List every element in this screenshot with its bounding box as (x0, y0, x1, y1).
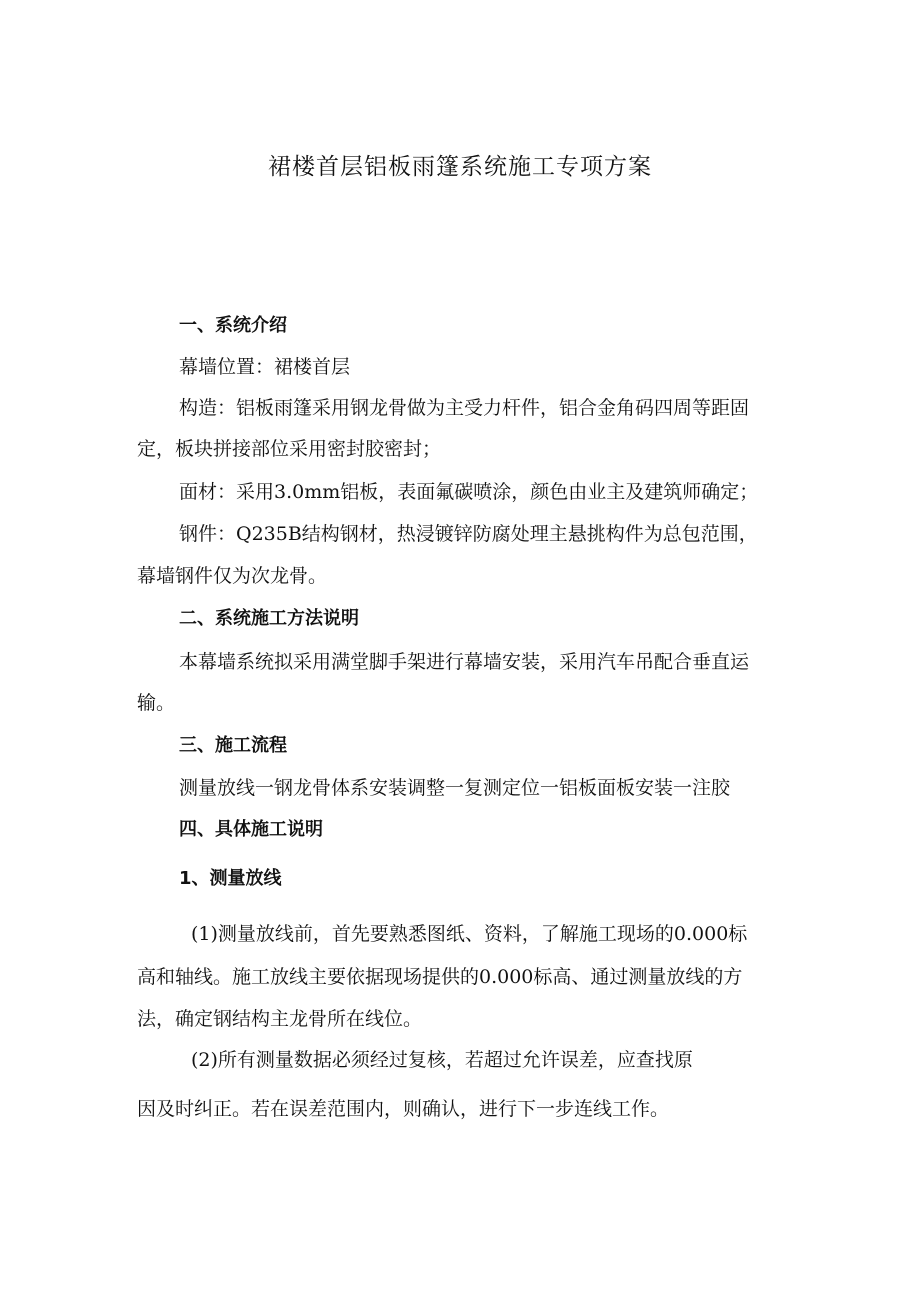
paragraph-survey-1-line2: 高和轴线。施工放线主要依据现场提供的0.000标高、通过测量放线的方 (137, 966, 743, 988)
section-heading-details: 四、具体施工说明 (179, 819, 323, 840)
paragraph-steel-line1: 钢件：Q235B结构钢材，热浸镀锌防腐处理主悬挑构件为总包范围， (179, 523, 758, 545)
document-title: 裙楼首层铝板雨篷系统施工专项方案 (268, 154, 652, 180)
paragraph-construction-line2: 定，板块拼接部位采用密封胶密封； (137, 438, 442, 460)
paragraph-steel-line2: 幕墙钢件仅为次龙骨。 (137, 565, 328, 587)
paragraph-survey-1-line3: 法，确定钢结构主龙骨所在线位。 (137, 1008, 423, 1030)
paragraph-process-flow: 测量放线一钢龙骨体系安装调整一复测定位一铝板面板安装一注胶 (179, 777, 731, 799)
paragraph-facing: 面材：采用3.0mm铝板，表面氟碳喷涂，颜色由业主及建筑师确定； (179, 481, 759, 503)
section-heading-method: 二、系统施工方法说明 (179, 608, 359, 629)
section-heading-process: 三、施工流程 (179, 735, 287, 756)
section-heading-system-intro: 一、系统介绍 (179, 315, 287, 336)
paragraph-method-line1: 本幕墙系统拟采用满堂脚手架进行幕墙安装，采用汽车吊配合垂直运 (179, 651, 750, 673)
paragraph-construction-line1: 构造：铝板雨篷采用钢龙骨做为主受力杆件，铝合金角码四周等距固 (179, 397, 750, 419)
paragraph-survey-2-line1: (2)所有测量数据必须经过复核，若超过允许误差，应查找原 (191, 1049, 693, 1071)
subsection-heading-survey: 1、测量放线 (179, 868, 282, 889)
paragraph-location: 幕墙位置：裙楼首层 (179, 356, 351, 378)
paragraph-method-line2: 输。 (137, 692, 176, 714)
paragraph-survey-1-line1: (1)测量放线前，首先要熟悉图纸、资料，了解施工现场的0.000标 (191, 923, 748, 945)
paragraph-survey-2-line2: 因及时纠正。若在误差范围内，则确认，进行下一步连线工作。 (137, 1098, 670, 1120)
